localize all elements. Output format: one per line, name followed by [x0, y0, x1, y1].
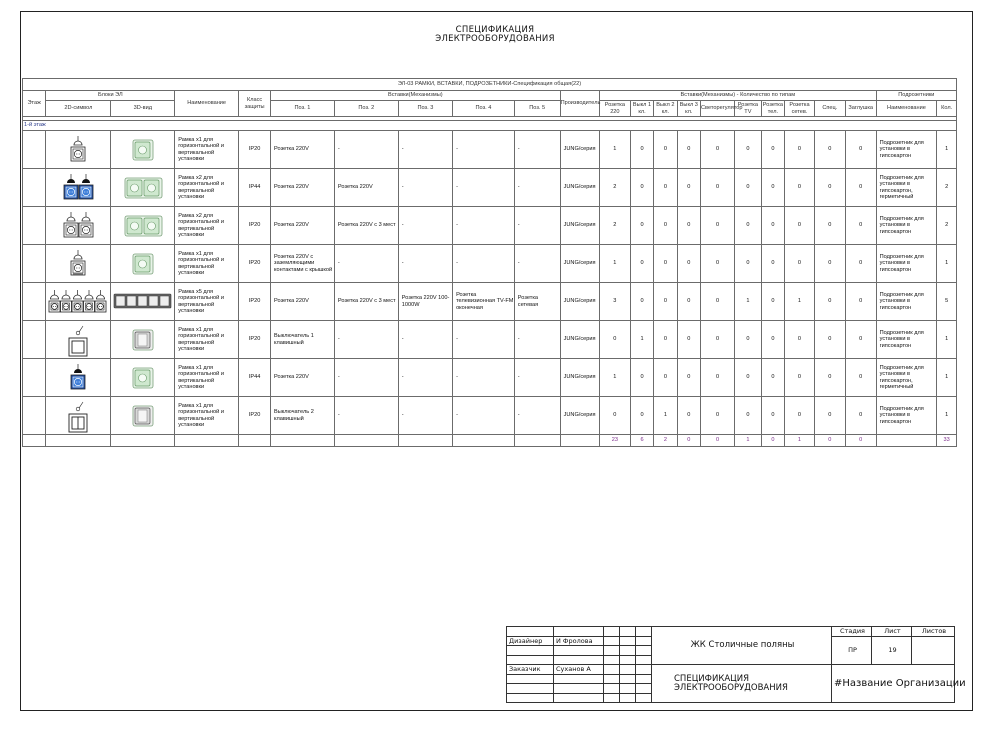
type-count: 0	[701, 207, 735, 245]
type-count: 0	[701, 321, 735, 359]
type-count: 0	[630, 207, 653, 245]
item-name: Рамка x1 для горизонтальной и вертикальной установки	[175, 131, 239, 169]
floor-cell	[23, 359, 46, 397]
type-count: 0	[814, 397, 845, 435]
type-count: 2	[599, 207, 630, 245]
type-count: 0	[701, 131, 735, 169]
insert-position: Розетка 220V	[334, 169, 398, 207]
symbol-2d	[46, 283, 111, 321]
type-count: 0	[761, 283, 784, 321]
totals-blank	[239, 435, 271, 447]
col-inserts: Вставки(Механизмы)	[271, 91, 561, 101]
col-type: Розетка сетев.	[785, 101, 815, 117]
socket-symbol-icon	[56, 399, 100, 433]
type-count: 0	[845, 397, 876, 435]
type-count: 1	[630, 321, 653, 359]
protection-class: IP20	[239, 131, 271, 169]
type-count: 0	[735, 397, 762, 435]
insert-position: -	[453, 245, 515, 283]
col-floor: Этаж	[23, 91, 46, 117]
type-count: 0	[845, 245, 876, 283]
sheets-label: Листов	[912, 627, 955, 637]
frame-3d-icon	[119, 324, 167, 356]
totals-blank	[271, 435, 335, 447]
floor-cell	[23, 169, 46, 207]
type-count: 0	[654, 245, 677, 283]
manufacturer: JUNG/серия	[560, 283, 599, 321]
item-name: Рамка x1 для горизонтальной и вертикальной установки	[175, 397, 239, 435]
title-line-2: ЭЛЕКТРООБОРУДОВАНИЯ	[435, 34, 555, 44]
view-3d	[111, 131, 175, 169]
insert-position: -	[334, 397, 398, 435]
col-maker: Производитель	[560, 91, 599, 117]
col-blocks: Блоки ЭЛ	[46, 91, 175, 101]
view-3d	[111, 397, 175, 435]
socket-symbol-icon	[56, 323, 100, 357]
col-pos: Поз. 5	[514, 101, 560, 117]
type-count: 0	[630, 283, 653, 321]
box-qty: 1	[937, 359, 957, 397]
box-qty: 1	[937, 321, 957, 359]
total-count: 1	[785, 435, 815, 447]
total-count: 0	[701, 435, 735, 447]
sheets-value	[912, 636, 955, 665]
box-name: Подрозетник для установки в гипсокартон	[876, 207, 937, 245]
type-count: 0	[630, 131, 653, 169]
totals-blank	[398, 435, 452, 447]
floor-label: 1-й этаж	[23, 121, 957, 131]
box-name: Подрозетник для установки в гипсокартон, герметичный	[876, 359, 937, 397]
col-3d: 3D-вид	[111, 101, 175, 117]
box-name: Подрозетник для установки в гипсокартон, герметичный	[876, 169, 937, 207]
table-caption: ЭЛ-03 РАМКИ, ВСТАВКИ, ПОДРОЗЕТНИКИ-Спецификация общая(22)	[23, 79, 957, 91]
insert-position: -	[398, 245, 452, 283]
col-pos: Поз. 3	[398, 101, 452, 117]
socket-symbol-icon	[56, 361, 100, 395]
project-name: ЖК Столичные поляны	[652, 627, 832, 665]
type-count: 1	[785, 283, 815, 321]
total-count: 2	[654, 435, 677, 447]
type-count: 0	[785, 131, 815, 169]
insert-position: -	[514, 207, 560, 245]
symbol-2d	[46, 169, 111, 207]
table-row	[23, 283, 957, 321]
insert-position: -	[514, 321, 560, 359]
type-count: 0	[677, 321, 700, 359]
type-count: 0	[701, 397, 735, 435]
box-qty: 2	[937, 169, 957, 207]
box-qty: 1	[937, 397, 957, 435]
type-count: 0	[630, 245, 653, 283]
insert-position: -	[453, 131, 515, 169]
totals-blank	[334, 435, 398, 447]
sheet-label: Лист	[872, 627, 912, 637]
box-qty: 1	[937, 131, 957, 169]
insert-position: Розетка 220V	[271, 283, 335, 321]
type-count: 0	[677, 283, 700, 321]
floor-cell	[23, 397, 46, 435]
total-count: 0	[814, 435, 845, 447]
type-count: 0	[814, 321, 845, 359]
table-row	[23, 321, 957, 359]
view-3d	[111, 245, 175, 283]
type-count: 0	[654, 169, 677, 207]
total-count: 0	[845, 435, 876, 447]
floor-cell	[23, 321, 46, 359]
symbol-2d	[46, 207, 111, 245]
type-count: 0	[654, 359, 677, 397]
frame-3d-icon	[119, 362, 167, 394]
manufacturer: JUNG/серия	[560, 321, 599, 359]
type-count: 0	[814, 245, 845, 283]
insert-position: -	[453, 169, 515, 207]
col-type: Спец.	[814, 101, 845, 117]
type-count: 0	[814, 283, 845, 321]
protection-class: IP44	[239, 359, 271, 397]
type-count: 0	[761, 207, 784, 245]
insert-position: Розетка 220V с 3 мест	[334, 207, 398, 245]
insert-position: -	[453, 321, 515, 359]
col-type: Заглушка	[845, 101, 876, 117]
box-name: Подрозетник для установки в гипсокартон	[876, 245, 937, 283]
type-count: 0	[677, 359, 700, 397]
protection-class: IP20	[239, 207, 271, 245]
insert-position: Розетка телевизионная TV-FM оконечная	[453, 283, 515, 321]
stage-value: ПР	[832, 636, 872, 665]
col-name: Наименование	[175, 91, 239, 117]
type-count: 0	[701, 245, 735, 283]
type-count: 0	[761, 397, 784, 435]
manufacturer: JUNG/серия	[560, 397, 599, 435]
col-pos: Поз. 4	[453, 101, 515, 117]
type-count: 0	[599, 397, 630, 435]
type-count: 1	[599, 245, 630, 283]
type-count: 0	[785, 245, 815, 283]
socket-symbol-icon	[56, 171, 100, 205]
insert-position: -	[514, 245, 560, 283]
type-count: 0	[845, 283, 876, 321]
type-count: 3	[599, 283, 630, 321]
socket-symbol-icon	[48, 285, 108, 319]
title-block	[506, 626, 966, 703]
view-3d	[111, 207, 175, 245]
document-name-line-2: ЭЛЕКТРООБОРУДОВАНИЯ	[674, 682, 788, 693]
type-count: 0	[654, 207, 677, 245]
type-count: 0	[677, 397, 700, 435]
insert-position: Выключатель 2 клавишный	[271, 397, 335, 435]
totals-blank	[111, 435, 175, 447]
type-count: 0	[845, 131, 876, 169]
type-count: 0	[761, 321, 784, 359]
type-count: 0	[785, 359, 815, 397]
socket-symbol-icon	[56, 247, 100, 281]
type-count: 0	[654, 283, 677, 321]
insert-position: -	[398, 169, 452, 207]
floor-cell	[23, 245, 46, 283]
col-class: Класс защиты	[239, 91, 271, 117]
total-count: 6	[630, 435, 653, 447]
type-count: 0	[845, 207, 876, 245]
organization-name: #Название Организации	[832, 665, 955, 703]
view-3d	[111, 169, 175, 207]
totals-blank	[514, 435, 560, 447]
insert-position: -	[514, 169, 560, 207]
specification-table	[22, 78, 957, 447]
type-count: 0	[785, 169, 815, 207]
page-title	[0, 26, 990, 44]
insert-position: -	[398, 207, 452, 245]
totals-blank	[453, 435, 515, 447]
item-name: Рамка x1 для горизонтальной и вертикальной установки	[175, 321, 239, 359]
insert-position: -	[453, 359, 515, 397]
type-count: 0	[814, 207, 845, 245]
type-count: 0	[785, 321, 815, 359]
type-count: 0	[814, 359, 845, 397]
table-row	[23, 397, 957, 435]
col-type: Розетка тел.	[762, 102, 783, 115]
insert-position: -	[514, 131, 560, 169]
type-count: 0	[654, 131, 677, 169]
totals-row	[23, 435, 957, 447]
symbol-2d	[46, 245, 111, 283]
insert-position: -	[398, 131, 452, 169]
insert-position: -	[398, 359, 452, 397]
view-3d	[111, 321, 175, 359]
type-count: 2	[599, 169, 630, 207]
type-count: 0	[735, 131, 762, 169]
insert-position: Розетка 220V	[271, 169, 335, 207]
col-boxes: Подрозетники	[876, 91, 956, 101]
type-count: 0	[735, 207, 762, 245]
symbol-2d	[46, 321, 111, 359]
table-row	[23, 359, 957, 397]
type-count: 0	[845, 169, 876, 207]
insert-position: Розетка 220V 100-1000W	[398, 283, 452, 321]
box-qty: 1	[937, 245, 957, 283]
item-name: Рамка x2 для горизонтальной и вертикальной установки	[175, 207, 239, 245]
type-count: 0	[785, 397, 815, 435]
col-type: Выкл 1 кл.	[630, 101, 653, 117]
protection-class: IP20	[239, 321, 271, 359]
type-count: 0	[701, 283, 735, 321]
item-name: Рамка x1 для горизонтальной и вертикальной установки	[175, 359, 239, 397]
col-type: Розетка 220	[599, 101, 630, 117]
floor-cell	[23, 283, 46, 321]
totals-blank	[175, 435, 239, 447]
box-qty: 5	[937, 283, 957, 321]
type-count: 0	[677, 131, 700, 169]
type-count: 0	[630, 359, 653, 397]
floor-cell	[23, 131, 46, 169]
frame-3d-icon	[119, 400, 167, 432]
frame-3d-icon	[119, 172, 167, 204]
insert-position: Розетка 220V с заземляющими контактами с крышкой	[271, 245, 335, 283]
item-name: Рамка x1 для горизонтальной и вертикальной установки	[175, 245, 239, 283]
insert-position: Розетка 220V с 3 мест	[334, 283, 398, 321]
totals-blank	[560, 435, 599, 447]
type-count: 0	[701, 359, 735, 397]
total-count: 0	[677, 435, 700, 447]
type-count: 0	[735, 359, 762, 397]
type-count: 0	[814, 131, 845, 169]
col-2d: 2D-символ	[46, 101, 111, 117]
socket-symbol-icon	[56, 133, 100, 167]
protection-class: IP20	[239, 283, 271, 321]
symbol-2d	[46, 131, 111, 169]
view-3d	[111, 359, 175, 397]
protection-class: IP44	[239, 169, 271, 207]
type-count: 0	[761, 245, 784, 283]
type-count: 0	[701, 169, 735, 207]
table-row	[23, 169, 957, 207]
designer-label: Дизайнер	[507, 636, 554, 646]
insert-position: Розетка сетевая	[514, 283, 560, 321]
col-pos: Поз. 1	[271, 101, 335, 117]
type-count: 0	[654, 321, 677, 359]
stage-label: Стадия	[832, 627, 872, 637]
type-count: 0	[761, 169, 784, 207]
type-count: 0	[761, 131, 784, 169]
insert-position: -	[334, 359, 398, 397]
type-count: 1	[735, 283, 762, 321]
type-count: 0	[735, 169, 762, 207]
type-count: 0	[785, 207, 815, 245]
title-line-1: СПЕЦИФИКАЦИЯ	[455, 25, 535, 35]
box-name: Подрозетник для установки в гипсокартон	[876, 321, 937, 359]
manufacturer: JUNG/серия	[560, 169, 599, 207]
type-count: 0	[630, 397, 653, 435]
sheet-value: 19	[872, 636, 912, 665]
type-count: 0	[677, 169, 700, 207]
type-count: 1	[654, 397, 677, 435]
type-count: 1	[599, 131, 630, 169]
protection-class: IP20	[239, 397, 271, 435]
type-count: 0	[845, 321, 876, 359]
total-count: 1	[735, 435, 762, 447]
table-row	[23, 207, 957, 245]
insert-position: Розетка 220V	[271, 359, 335, 397]
floor-cell	[23, 207, 46, 245]
insert-position: -	[453, 207, 515, 245]
type-count: 0	[735, 321, 762, 359]
symbol-2d	[46, 397, 111, 435]
type-count: 1	[599, 359, 630, 397]
protection-class: IP20	[239, 245, 271, 283]
col-type: Светорегулятор	[701, 101, 735, 117]
manufacturer: JUNG/серия	[560, 359, 599, 397]
item-name: Рамка x5 для горизонтальной и вертикальной установки	[175, 283, 239, 321]
col-box-qty: Кол.	[937, 101, 957, 117]
col-counts: Вставки(Механизмы) - Количество по типам	[599, 91, 876, 101]
frame-3d-icon	[113, 286, 173, 318]
insert-position: -	[398, 321, 452, 359]
total-boxes: 33	[937, 435, 957, 447]
box-name: Подрозетник для установки в гипсокартон	[876, 131, 937, 169]
frame-3d-icon	[119, 134, 167, 166]
type-count: 0	[845, 359, 876, 397]
document-name	[652, 665, 832, 703]
box-name: Подрозетник для установки в гипсокартон	[876, 283, 937, 321]
view-3d	[111, 283, 175, 321]
insert-position: -	[514, 359, 560, 397]
col-pos: Поз. 2	[334, 101, 398, 117]
symbol-2d	[46, 359, 111, 397]
totals-blank	[46, 435, 111, 447]
insert-position: -	[334, 321, 398, 359]
insert-position: -	[398, 397, 452, 435]
item-name: Рамка x2 для горизонтальной и вертикальной установки	[175, 169, 239, 207]
customer-label: Заказчик	[507, 665, 554, 675]
insert-position: Выключатель 1 клавишный	[271, 321, 335, 359]
box-qty: 2	[937, 207, 957, 245]
manufacturer: JUNG/серия	[560, 131, 599, 169]
insert-position: -	[453, 397, 515, 435]
frame-3d-icon	[119, 248, 167, 280]
type-count: 0	[630, 169, 653, 207]
col-type: Розетка TV	[735, 101, 762, 117]
insert-position: -	[334, 131, 398, 169]
total-count: 23	[599, 435, 630, 447]
manufacturer: JUNG/серия	[560, 207, 599, 245]
type-count: 0	[599, 321, 630, 359]
insert-position: -	[514, 397, 560, 435]
insert-position: -	[334, 245, 398, 283]
socket-symbol-icon	[56, 209, 100, 243]
type-count: 0	[677, 245, 700, 283]
customer-value: Суханов А	[554, 665, 604, 675]
col-type: Выкл 3 кл.	[677, 101, 700, 117]
manufacturer: JUNG/серия	[560, 245, 599, 283]
totals-blank	[23, 435, 46, 447]
total-count: 0	[761, 435, 784, 447]
type-count: 0	[735, 245, 762, 283]
type-count: 0	[677, 207, 700, 245]
type-count: 0	[814, 169, 845, 207]
table-row	[23, 245, 957, 283]
table-row	[23, 131, 957, 169]
document-name-line-1: СПЕЦИФИКАЦИЯ	[674, 673, 750, 684]
col-box-name: Наименование	[876, 101, 937, 117]
insert-position: Розетка 220V	[271, 207, 335, 245]
frame-3d-icon	[119, 210, 167, 242]
designer-value: И Фролова	[554, 636, 604, 646]
box-name: Подрозетник для установки в гипсокартон	[876, 397, 937, 435]
type-count: 0	[761, 359, 784, 397]
col-type: Выкл 2 кл.	[654, 101, 677, 117]
insert-position: Розетка 220V	[271, 131, 335, 169]
totals-blank	[876, 435, 937, 447]
